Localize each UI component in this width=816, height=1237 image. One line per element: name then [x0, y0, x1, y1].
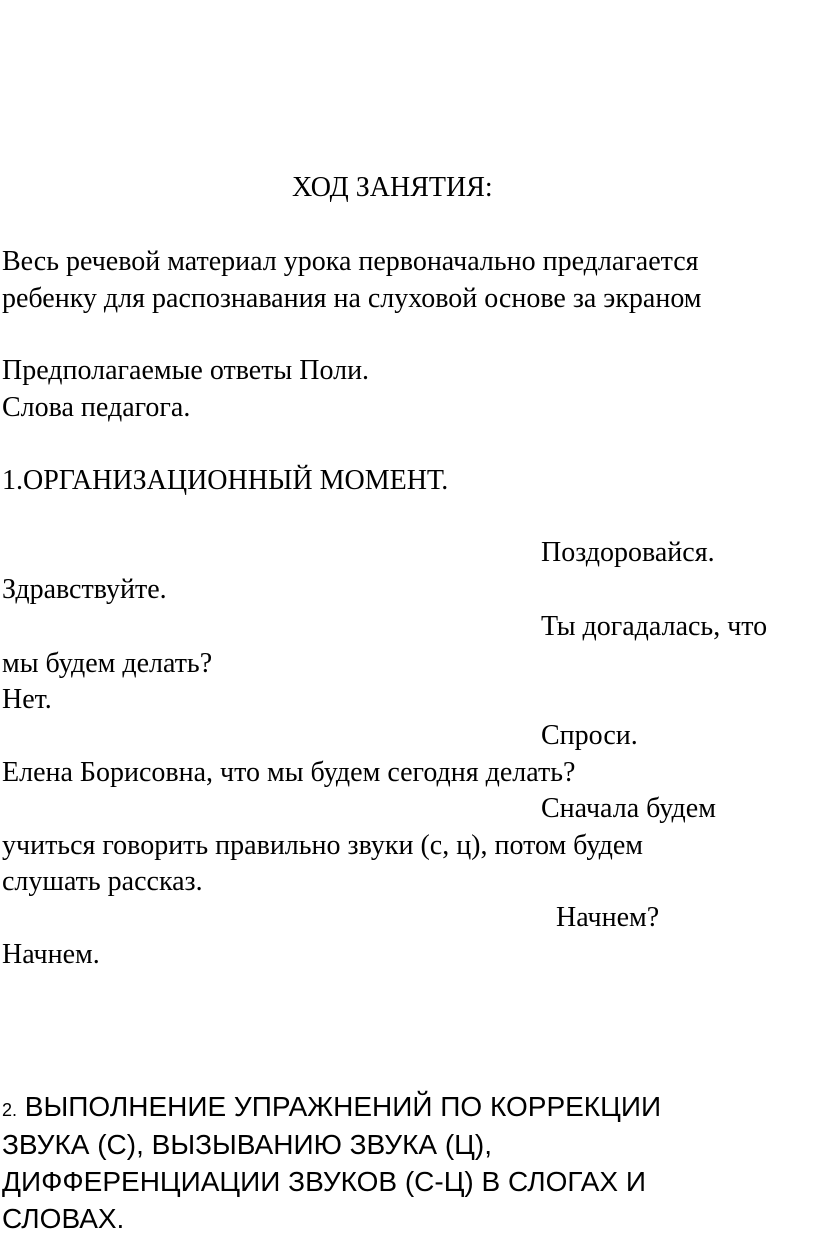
page-title: ХОД ЗАНЯТИЯ:: [292, 172, 493, 203]
section-2-number: 2.: [2, 1100, 18, 1120]
section-2-line: ЗВУКА (С), ВЫЗЫВАНИЮ ЗВУКА (Ц),: [2, 1129, 492, 1160]
teacher-line: Сначала будем: [541, 793, 716, 824]
section-2-line: ДИФФЕРЕНЦИАЦИИ ЗВУКОВ (С-Ц) В СЛОГАХ И: [2, 1166, 646, 1197]
section-1-heading: 1.ОРГАНИЗАЦИОННЫЙ МОМЕНТ.: [2, 465, 449, 496]
section-2-heading: [2, 1089, 661, 1128]
child-line: Нет.: [2, 684, 52, 715]
teacher-line: учиться говорить правильно звуки (с, ц), потом будем: [2, 830, 643, 861]
child-line: Начнем.: [2, 939, 100, 970]
child-line: Елена Борисовна, что мы будем сегодня делать?: [2, 757, 576, 788]
intro-line: ребенку для распознавания на слуховой основе за экраном: [2, 283, 702, 314]
teacher-line: Спроси.: [541, 720, 638, 751]
section-2-line: ВЫПОЛНЕНИЕ УПРАЖНЕНИЙ ПО КОРРЕКЦИИ: [17, 1091, 662, 1122]
child-line: Здравствуйте.: [2, 574, 167, 605]
legend-line: Предполагаемые ответы Поли.: [2, 355, 370, 386]
section-2-line: СЛОВАХ.: [2, 1203, 125, 1234]
teacher-line: Поздоровайся.: [541, 537, 715, 568]
teacher-line: Начнем?: [556, 902, 660, 933]
legend-line: Слова педагога.: [2, 392, 191, 423]
teacher-line: мы будем делать?: [2, 648, 213, 679]
teacher-line: Ты догадалась, что: [541, 611, 768, 642]
teacher-line: слушать рассказ.: [2, 866, 203, 897]
intro-line: Весь речевой материал урока первоначально предлагается: [2, 246, 699, 277]
